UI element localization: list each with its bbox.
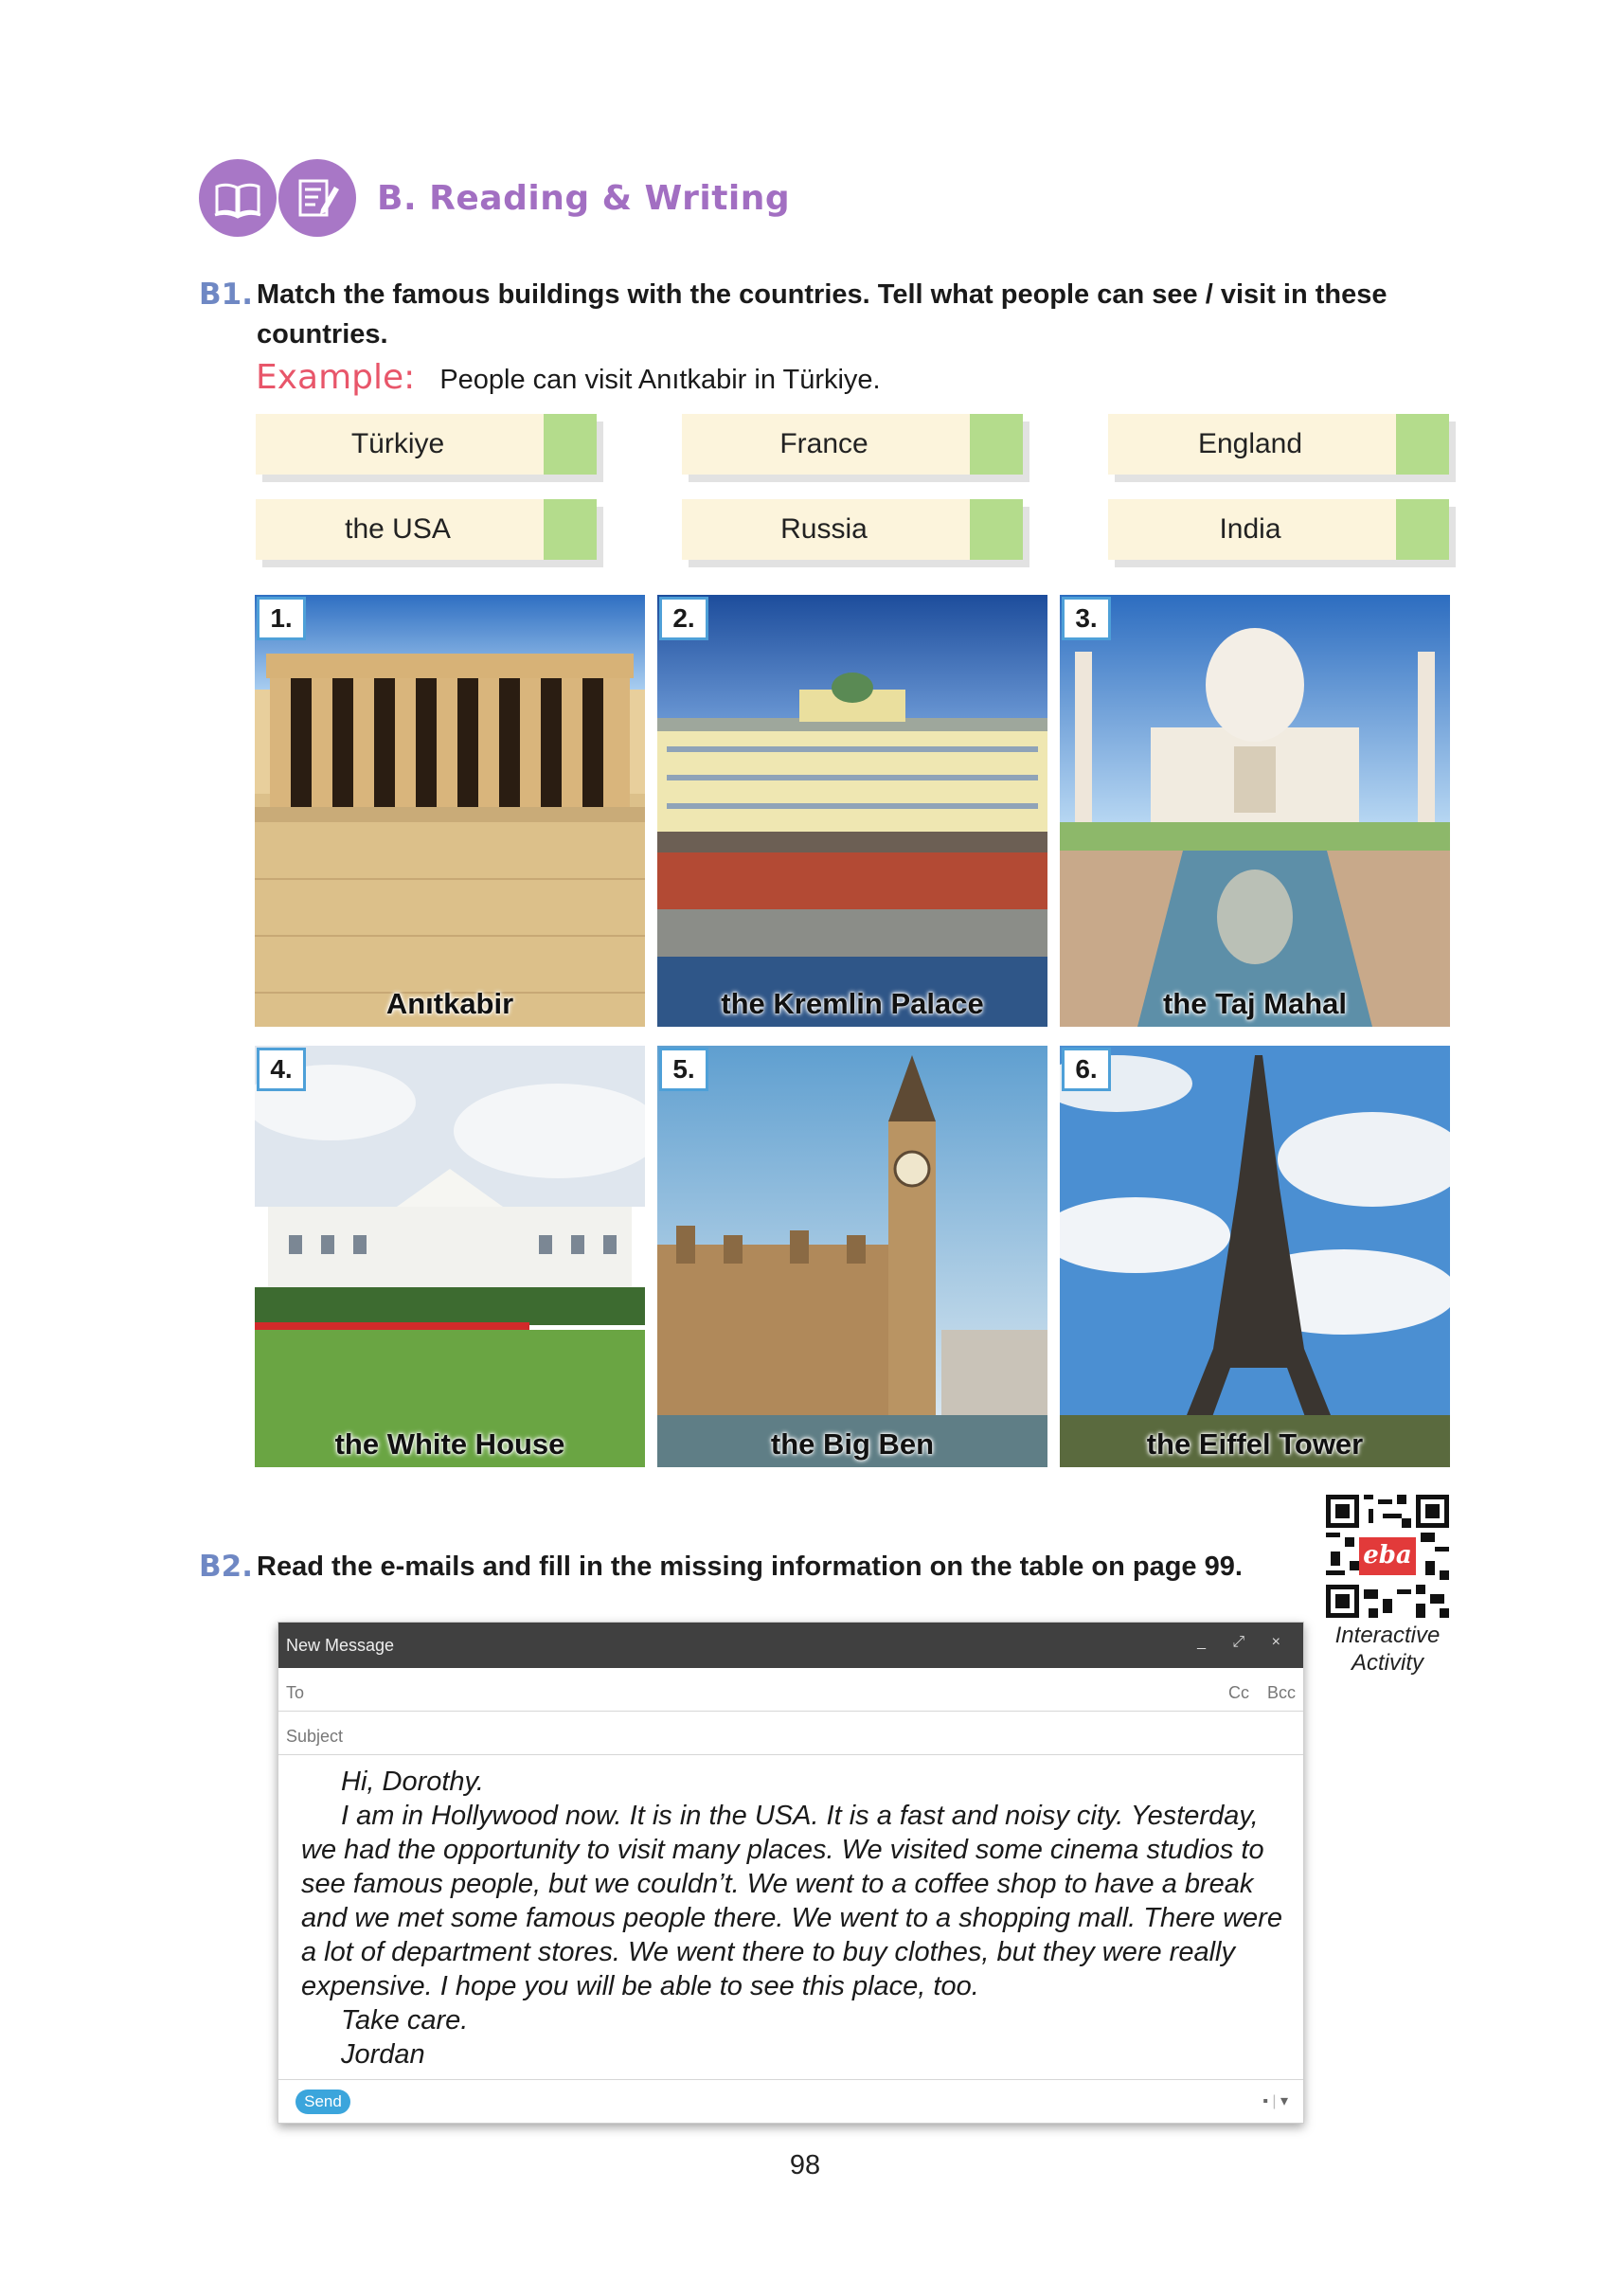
email-closing: Take care. (341, 2005, 469, 2036)
answer-box[interactable] (1396, 414, 1449, 475)
send-button[interactable]: Send (295, 2090, 350, 2114)
answer-box[interactable] (544, 499, 597, 560)
window-controls[interactable]: _ ⤢ × (1197, 1634, 1292, 1650)
country-name: Türkiye (350, 428, 445, 459)
example-text: People can visit Anıtkabir in Türkiye. (439, 365, 881, 395)
task-number: B1. (199, 278, 253, 312)
country-tile[interactable] (256, 499, 597, 560)
photo-kremlin-palace (657, 595, 1047, 1027)
photo-number: 2. (659, 597, 708, 640)
answer-box[interactable] (1396, 499, 1449, 560)
to-label: To (286, 1683, 305, 1702)
answer-box[interactable] (970, 414, 1023, 475)
photo-caption: the Taj Mahal (1162, 987, 1348, 1020)
email-line: see famous people, but we couldn’t. We went to a coffee shop to have a break (301, 1869, 1254, 1899)
country-tile[interactable] (682, 499, 1023, 560)
chevron-down-icon[interactable]: ▾ (1280, 2093, 1288, 2109)
email-footer (278, 2079, 1303, 2123)
photo-eiffel-tower (1060, 1046, 1450, 1467)
page-number: 98 (789, 2150, 821, 2180)
photo-caption: the Eiffel Tower (1146, 1427, 1364, 1461)
photo-caption: the White House (334, 1427, 565, 1461)
country-name: France (779, 428, 868, 459)
email-line: I am in Hollywood now. It is in the USA. It is a fast and noisy city. Yesterday, (341, 1801, 1259, 1831)
subject-label: Subject (286, 1727, 344, 1746)
email-greeting: Hi, Dorothy. (341, 1767, 484, 1797)
email-signature: Jordan (341, 2039, 425, 2070)
to-field[interactable] (278, 1668, 1303, 1712)
photo-taj-mahal (1060, 595, 1450, 1027)
cc-bcc-links[interactable]: Cc Bcc (1227, 1683, 1296, 1702)
photo-number: 5. (659, 1048, 708, 1091)
section-header (199, 159, 790, 237)
photo-number: 4. (257, 1048, 306, 1091)
country-tile[interactable] (256, 414, 597, 475)
photo-caption: Anıtkabir (385, 987, 514, 1020)
photo-caption: the Kremlin Palace (721, 987, 984, 1020)
task-instruction: Read the e-mails and fill in the missing information on the table on page 99. (257, 1552, 1243, 1582)
footer-icons: ▪ | ▾ (1262, 2093, 1288, 2109)
photo-number: 3. (1062, 597, 1111, 640)
country-name: England (1197, 428, 1303, 459)
answer-box[interactable] (544, 414, 597, 475)
task-number: B2. (199, 1550, 253, 1584)
email-window-title: New Message (286, 1636, 395, 1655)
photo-number: 1. (257, 597, 306, 640)
country-tile[interactable] (1108, 499, 1449, 560)
photo-anitkabir (255, 595, 645, 1027)
qr-code-icon[interactable] (1326, 1495, 1449, 1618)
qr-caption: Interactive Activity (1334, 1623, 1441, 1676)
qr-logo: eba (1363, 1541, 1412, 1570)
email-line: and we met some famous people there. We went to a shopping mall. There were (301, 1903, 1282, 1933)
email-line: a lot of department stores. We went there to buy clothes, but they were really (301, 1937, 1235, 1967)
notebook-pencil-icon (278, 159, 356, 237)
photo-big-ben (657, 1046, 1047, 1467)
example (256, 358, 881, 402)
answer-box[interactable] (970, 499, 1023, 560)
task-instruction: Match the famous buildings with the countries. Tell what people can see / visit in these countries. (257, 279, 1387, 350)
country-tile[interactable] (682, 414, 1023, 475)
country-name: Russia (780, 513, 868, 545)
country-name: India (1219, 513, 1281, 545)
email-line: expensive. I hope you will be able to see this place, too. (301, 1971, 979, 2001)
subject-field[interactable] (278, 1712, 1303, 1755)
book-icon (199, 159, 277, 237)
email-line: we had the opportunity to visit many places. We visited some cinema studios to (301, 1835, 1264, 1865)
photo-caption: the Big Ben (770, 1427, 935, 1461)
country-tile[interactable] (1108, 414, 1449, 475)
section-title: B. Reading & Writing (377, 178, 791, 218)
example-label: Example: (256, 358, 416, 397)
country-name: the USA (345, 513, 451, 545)
email-title-bar (278, 1623, 1303, 1668)
photo-white-house (255, 1046, 645, 1467)
email-body[interactable] (301, 1765, 1286, 2072)
photo-number: 6. (1062, 1048, 1111, 1091)
email-window (277, 1622, 1304, 2124)
trash-icon[interactable]: ▪ (1262, 2093, 1268, 2109)
